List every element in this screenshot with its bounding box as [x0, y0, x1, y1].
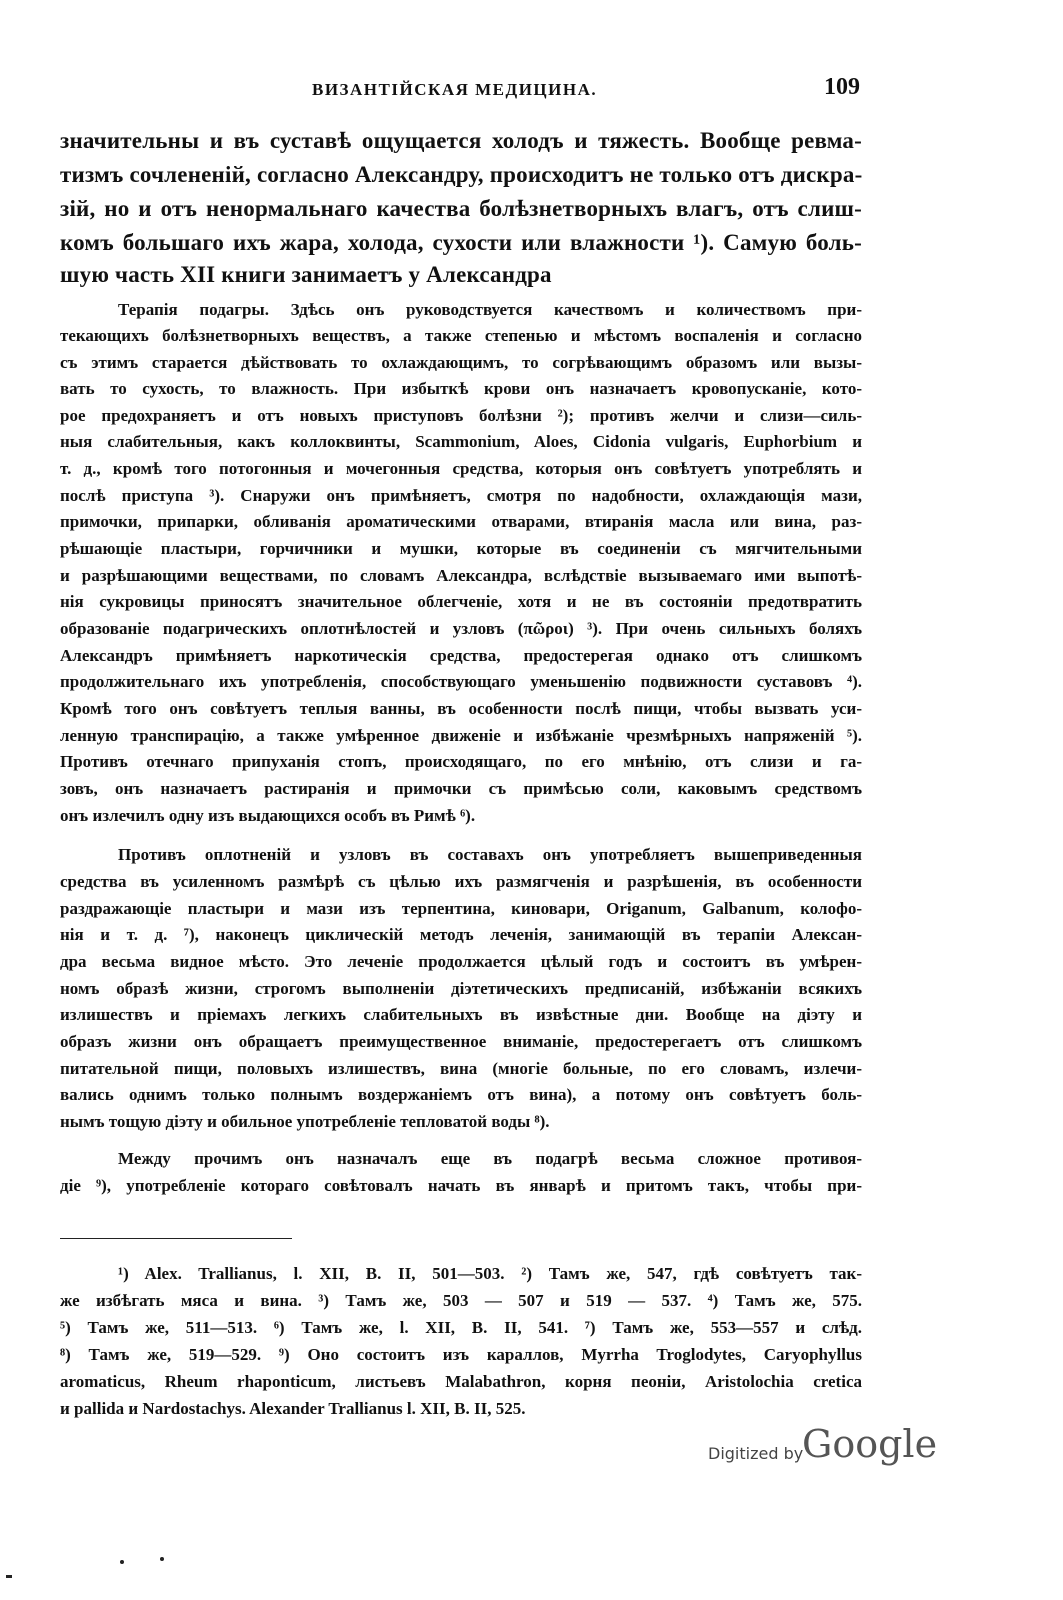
watermark-prefix: Digitized by	[708, 1444, 804, 1463]
body-line: Противъ оплотненій и узловъ въ составахъ онъ употребляетъ вышеприведенныя	[118, 845, 862, 864]
footnote-rule	[60, 1238, 292, 1239]
footnote-line: ⁸) Тамъ же, 519—529. ⁹) Оно состоитъ изъ караллов, Myrrha Troglodytes, Caryophyllus	[60, 1345, 862, 1364]
body-line: номъ образѣ жизни, строгомъ выполненіи діэтетическихъ предписаній, избѣжаніи всякихъ	[60, 979, 862, 998]
page-number: 109	[824, 74, 860, 100]
body-line: Терапія подагры. Здѣсь онъ руководствуется качествомъ и количествомъ при-	[118, 300, 862, 319]
body-line: раздражающіе пластыри и мази изъ терпентина, киновари, Origanum, Galbanum, колофо-	[60, 899, 862, 918]
scan-speck	[6, 1575, 12, 1578]
footnote-line: же избѣгать мяса и вина. ³) Тамъ же, 503 — 507 и 519 — 537. ⁴) Тамъ же, 575.	[60, 1291, 862, 1310]
body-line: образъ жизни онъ обращаетъ преимущественное вниманіе, предостерегаетъ отъ слишкомъ	[60, 1032, 862, 1051]
scan-speck	[120, 1560, 124, 1564]
body-line: средства въ усиленномъ размѣрѣ съ цѣлью ихъ размягченія и разрѣшенія, въ особенности	[60, 872, 862, 891]
body-line: Кромѣ того онъ совѣтуетъ теплыя ванны, въ особенности послѣ пищи, чтобы вызвать уси-	[60, 699, 862, 718]
body-line: вать то сухость, то влажность. При избыткѣ крови онъ назначаетъ кровопусканіе, кото-	[60, 379, 862, 398]
running-title: ВИЗАНТІЙСКАЯ МЕДИЦИНА.	[312, 80, 598, 99]
body-line: питательной пищи, половыхъ излишествъ, вина (многіе больные, по его словамъ, излечи-	[60, 1059, 862, 1078]
body-line: рѣшающіе пластыри, горчичники и мушки, которые въ соединеніи съ мягчительными	[60, 539, 862, 558]
body-line: нымъ тощую діэту и обильное употребленіе тепловатой воды ⁸).	[60, 1112, 550, 1131]
body-line: послѣ приступа ³). Снаружи онъ примѣняетъ, смотря по надобности, охлаждающія мази,	[60, 486, 862, 505]
body-line: значительны и въ суставѣ ощущается холодъ и тяжесть. Вообще ревма-	[60, 128, 862, 153]
body-line: зовъ, онъ назначаетъ растиранія и примочки съ примѣсью соли, каковымъ средствомъ	[60, 779, 862, 798]
body-line: Противъ отечнаго припуханія стопъ, происходящаго, по его мнѣнію, отъ слизи и га-	[60, 752, 862, 771]
footnote-line: ¹) Alex. Trallianus, l. XII, B. II, 501—503. ²) Тамъ же, 547, гдѣ совѣтуетъ так-	[118, 1264, 862, 1283]
body-line: ленную транспирацію, а также умѣренное движеніе и избѣжаніе чрезмѣрныхъ напряженій ⁵).	[60, 726, 862, 745]
body-line: онъ излечилъ одну изъ выдающихся особъ въ Римѣ ⁶).	[60, 806, 476, 825]
body-line: текающихъ болѣзнетворныхъ веществъ, а также степенью и мѣстомъ воспаленія и согласно	[60, 326, 862, 345]
footnote-line: и pallida и Nardostachys. Alexander Trallianus l. XII, B. II, 525.	[60, 1399, 526, 1418]
body-line: зій, но и отъ ненормальнаго качества болѣзнетворныхъ влагъ, отъ слиш-	[60, 196, 862, 221]
digitized-watermark	[708, 1422, 938, 1472]
watermark-logo: Google	[802, 1422, 938, 1466]
body-line: т. д., кромѣ того потогонныя и мочегонныя средства, которыя онъ совѣтуетъ употреблять и	[60, 459, 862, 478]
body-line: шую часть XII книги занимаетъ у Александра	[60, 262, 552, 287]
body-line: ныя слабительныя, какъ коллоквинты, Scammonium, Aloes, Cidonia vulgaris, Euphorbium и	[60, 432, 862, 451]
body-line: образованіе подагрическихъ оплотнѣлостей и узловъ (πῶροι) ³). При очень сильныхъ боляхъ	[60, 619, 862, 638]
body-line: примочки, припарки, обливанія ароматическими отварами, втиранія масла или вина, раз-	[60, 512, 862, 531]
page-header	[60, 70, 860, 110]
body-line: комъ большаго ихъ жара, холода, сухости или влажности ¹). Самую боль-	[60, 230, 862, 255]
body-line: продолжительнаго ихъ употребленія, способствующаго уменьшенію подвижности суставовъ ⁴).	[60, 672, 862, 691]
footnote-line: ⁵) Тамъ же, 511—513. ⁶) Тамъ же, l. XII, B. II, 541. ⁷) Тамъ же, 553—557 и слѣд.	[60, 1318, 862, 1337]
body-line: Александръ примѣняетъ наркотическія средства, предостерегая однако отъ слишкомъ	[60, 646, 862, 665]
body-line: и разрѣшающими веществами, по словамъ Александра, вслѣдствіе вызываемаго ими выпотѣ-	[60, 566, 862, 585]
body-line: діе ⁹), употребленіе котораго совѣтовалъ начать въ январѣ и притомъ такъ, чтобы при-	[60, 1176, 862, 1195]
body-line: нія и т. д. ⁷), наконецъ циклическій методъ леченія, занимающій въ терапіи Алексан-	[60, 925, 862, 944]
body-line: излишествъ и пріемахъ легкихъ слабительныхъ въ извѣстные дни. Вообще на діэту и	[60, 1005, 862, 1024]
body-line: вались однимъ только полнымъ воздержаніемъ отъ вина), а потому онъ совѣтуетъ боль-	[60, 1085, 862, 1104]
scan-speck	[160, 1557, 164, 1561]
body-line: тизмъ сочлененій, согласно Александру, происходитъ не только отъ дискра-	[60, 162, 863, 187]
body-line: дра весьма видное мѣсто. Это леченіе продолжается цѣлый годъ и состоитъ въ умѣрен-	[60, 952, 862, 971]
body-line: съ этимъ старается дѣйствовать то охлаждающимъ, то согрѣвающимъ образомъ или вызы-	[60, 353, 862, 372]
body-line: рое предохраняетъ и отъ новыхъ приступовъ болѣзни ²); противъ желчи и слизи—силь-	[60, 406, 862, 425]
body-line: Между прочимъ онъ назначалъ еще въ подагрѣ весьма сложное противоя-	[118, 1149, 862, 1168]
body-line: нія сукровицы приносятъ значительное облегченіе, хотя и не въ состояніи предотвратить	[60, 592, 862, 611]
footnote-line: aromaticus, Rheum rhaponticum, листьевъ Malabathron, корня пеоніи, Aristolochia cretica	[60, 1372, 862, 1391]
